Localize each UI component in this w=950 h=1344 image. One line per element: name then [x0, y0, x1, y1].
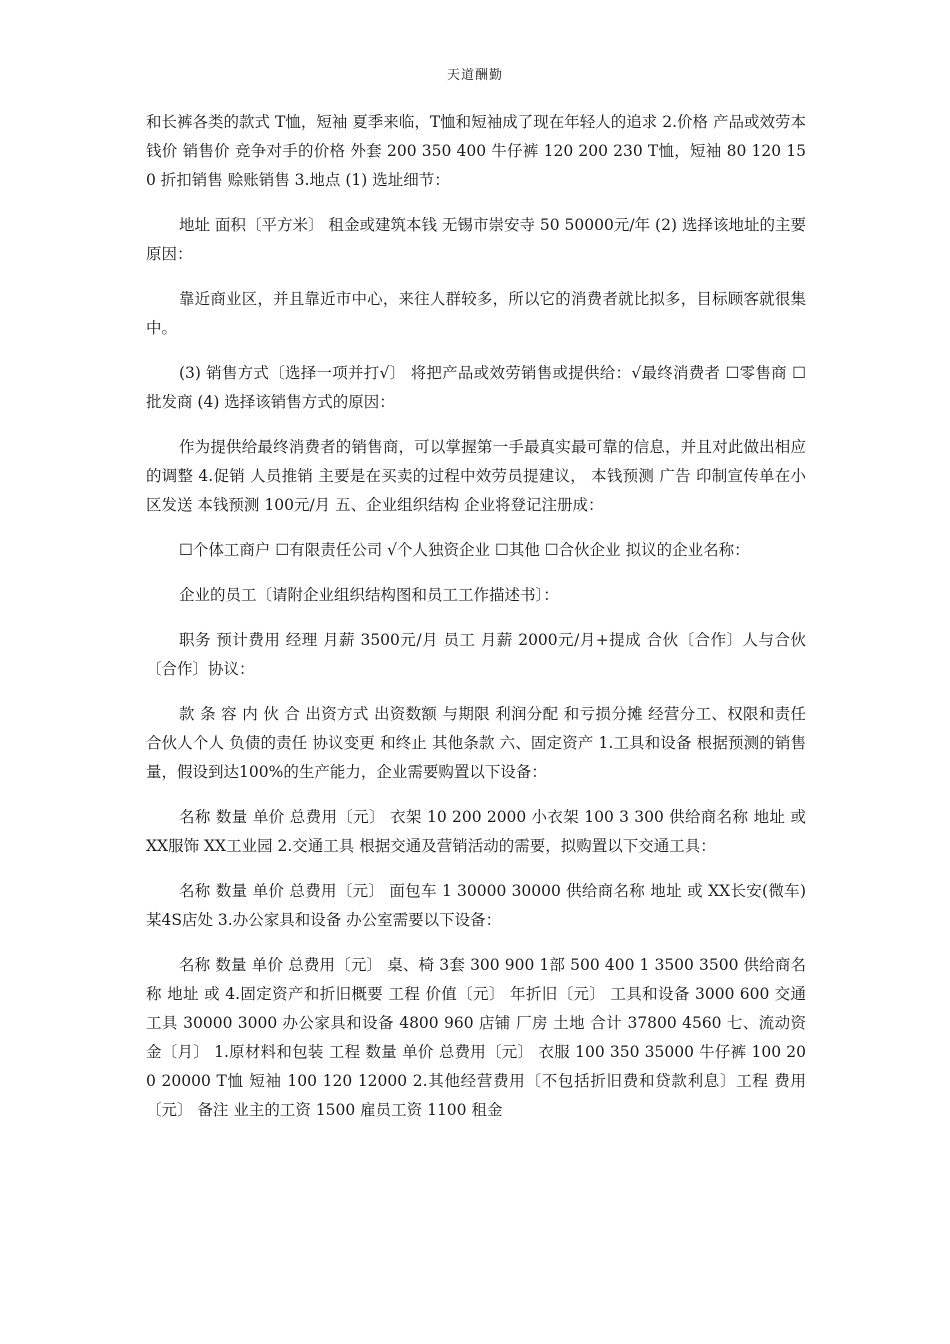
- page-header: 天道酬勤: [446, 68, 503, 83]
- paragraph-location-reason: 靠近商业区，并且靠近市中心，来往人群较多，所以它的消费者就比拟多，目标顾客就很集中。: [146, 290, 806, 337]
- paragraph-company-type: ☐个体工商户 ☐有限责任公司 √个人独资企业 ☐其他 ☐合伙企业 拟议的企业名称：: [179, 541, 750, 559]
- paragraph-sales-method: (3) 销售方式〔选择一项并打√〕 将把产品或效劳销售或提供给：√最终消费者 ☐零售商 ☐批发商 (4) 选择该销售方式的原因：: [146, 364, 806, 411]
- paragraph-office-assets: 名称 数量 单价 总费用〔元〕 桌、椅 3套 300 900 1部 500 400 1 3500 3500 供给商名称 地址 或 4.固定资产和折旧概要 工程 价值〔元〕 年折旧〔元〕 工具和设备 3000 600 交通工具 30000 3000 办公家具和设备 4800 960 店铺 厂房 土地 合计 37800 4560 七、流动资金〔月〕 1.原材料和包装 工程 数量 单价 总费用〔元〕 衣服 100 350 35000 牛仔裤 100 200 20000 T恤 短袖 100 120 12000 2.其他经营费用〔不包括折旧费和贷款利息〕工程 费用〔元〕 备注 业主的工资 1500 雇员工资 1100 租金: [146, 956, 806, 1119]
- paragraph-sales-reason: 作为提供给最终消费者的销售商，可以掌握第一手最真实最可靠的信息，并且对此做出相应的调整 4.促销 人员推销 主要是在买卖的过程中效劳员提建议， 本钱预测 广告 印制宣传单在小区发送 本钱预测 100元/月 五、企业组织结构 企业将登记注册成：: [146, 438, 806, 514]
- paragraph-staff: 企业的员工〔请附企业组织结构图和员工工作描述书〕：: [179, 586, 559, 604]
- paragraph-partnership: 款 条 容 内 伙 合 出资方式 出资数额 与期限 利润分配 和亏损分摊 经营分工、权限和责任 合伙人个人 负债的责任 协议变更 和终止 其他条款 六、固定资产 1.工具和设备 根据预测的销售量，假设到达100%的生产能力，企业需要购置以下设备：: [146, 705, 806, 781]
- paragraph-address: 地址 面积〔平方米〕 租金或建筑本钱 无锡市崇安寺 50 50000元/年 (2) 选择该地址的主要原因：: [146, 216, 806, 263]
- paragraph-equipment: 名称 数量 单价 总费用〔元〕 衣架 10 200 2000 小衣架 100 3 300 供给商名称 地址 或 XX服饰 XX工业园 2.交通工具 根据交通及营销活动的需要，拟购置以下交通工具：: [146, 808, 806, 855]
- paragraph-positions: 职务 预计费用 经理 月薪 3500元/月 员工 月薪 2000元/月+提成 合伙〔合作〕人与合伙〔合作〕协议：: [146, 631, 806, 678]
- paragraph-vehicles: 名称 数量 单价 总费用〔元〕 面包车 1 30000 30000 供给商名称 地址 或 XX长安(微车)某4S店处 3.办公家具和设备 办公室需要以下设备：: [146, 882, 806, 929]
- document-body: [146, 108, 806, 1141]
- paragraph-pricing-location: 和长裤各类的款式 T恤，短袖 夏季来临，T恤和短袖成了现在年轻人的追求 2.价格 产品或效劳本钱价 销售价 竞争对手的价格 外套 200 350 400 牛仔裤 120 200 230 T恤，短袖 80 120 150 折扣销售 赊账销售 3.地点 (1) 选址细节：: [146, 113, 806, 189]
